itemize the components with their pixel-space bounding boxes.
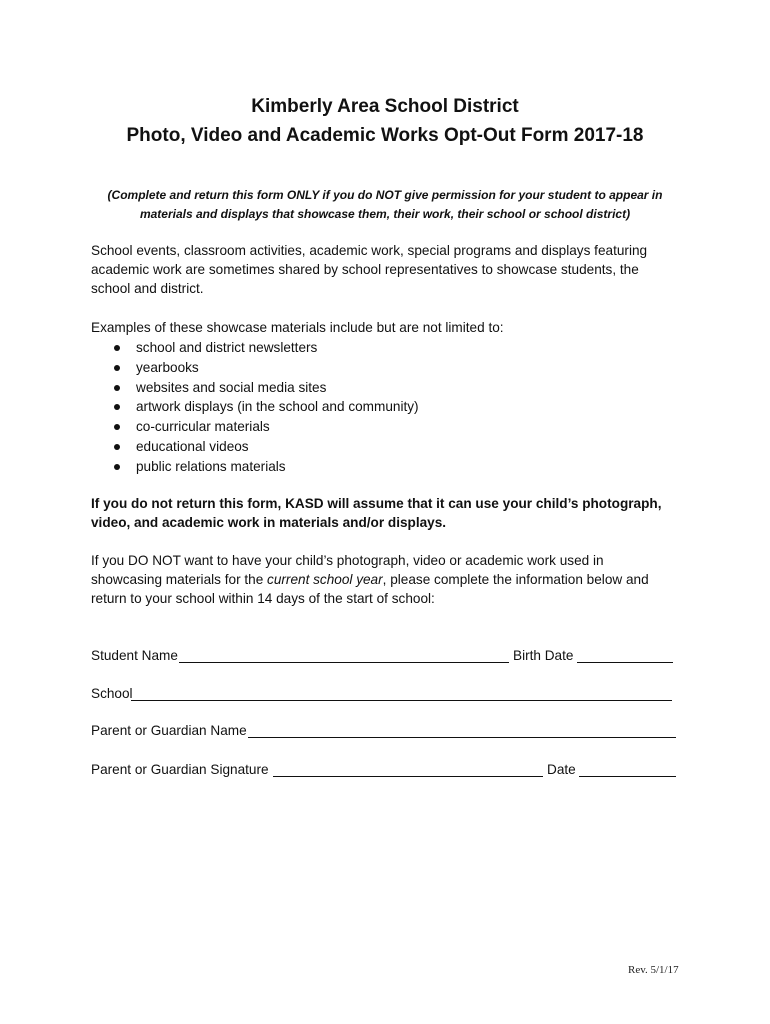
bullet-icon (114, 464, 120, 470)
list-item-text: educational videos (136, 438, 249, 454)
list-item (110, 457, 419, 477)
bullet-icon (114, 365, 120, 371)
notice-paragraph (91, 494, 691, 532)
form-title: Photo, Video and Academic Works Opt-Out Form 2017-18 (126, 125, 644, 146)
intro-paragraph (91, 241, 691, 298)
directions-line-1: If you DO NOT want to have your child’s photograph, video or academic work used in (91, 553, 604, 568)
student-name-row (91, 647, 681, 667)
intro-line-3: school and district. (91, 281, 204, 296)
intro-line-2: academic work are sometimes shared by school representatives to showcase students, the (91, 262, 639, 277)
bullet-icon (114, 385, 120, 391)
current-school-year-emphasis: current school year (267, 572, 383, 587)
notice-line-1: If you do not return this form, KASD will assume that it can use your child’s photograph, (91, 496, 662, 511)
parent-signature-label: Parent or Guardian Signature (91, 762, 269, 777)
list-item (110, 338, 419, 358)
date-label: Date (547, 762, 576, 777)
list-item-text: co-curricular materials (136, 419, 270, 435)
instructions-line-1: (Complete and return this form ONLY if you do NOT give permission for your student to appear in (107, 188, 663, 202)
list-item-text: yearbooks (136, 359, 199, 375)
bullet-icon (114, 404, 120, 410)
directions-line-2 (91, 570, 691, 589)
directions-line-2-start: showcasing materials for the (91, 572, 268, 587)
examples-lead: Examples of these showcase materials include but are not limited to: (91, 320, 504, 335)
list-item-text: artwork displays (in the school and community) (136, 399, 419, 415)
examples-list (110, 338, 419, 477)
list-item-text: school and district newsletters (136, 340, 318, 355)
list-item (110, 378, 419, 398)
parent-name-field[interactable] (248, 722, 676, 738)
list-item-text: websites and social media sites (136, 379, 327, 395)
directions-line-2-end: , please complete the information below and (382, 572, 649, 587)
school-field[interactable] (131, 685, 672, 701)
notice-line-2: video, and academic work in materials and/or displays. (91, 515, 447, 530)
student-name-field[interactable] (179, 647, 509, 663)
birth-date-field[interactable] (577, 647, 673, 663)
list-item (110, 358, 419, 378)
revision-note: Rev. 5/1/17 (628, 964, 679, 976)
parent-signature-field[interactable] (273, 761, 543, 777)
directions-paragraph (91, 551, 691, 608)
student-name-label: Student Name (91, 648, 178, 663)
directions-line-3: return to your school within 14 days of the start of school: (91, 591, 435, 606)
bullet-icon (114, 345, 120, 351)
list-item (110, 397, 419, 417)
school-label: School (91, 686, 133, 701)
bullet-icon (114, 444, 120, 450)
parent-name-label: Parent or Guardian Name (91, 723, 247, 738)
list-item (110, 437, 419, 457)
date-field[interactable] (579, 761, 676, 777)
school-row (91, 685, 681, 705)
birth-date-label: Birth Date (513, 648, 574, 663)
intro-line-1: School events, classroom activities, academic work, special programs and displays featuring (91, 243, 648, 258)
instructions-line-2: materials and displays that showcase them, their work, their school or school district) (139, 207, 631, 221)
district-title: Kimberly Area School District (251, 96, 519, 117)
parent-name-row (91, 722, 681, 742)
bullet-icon (114, 424, 120, 430)
parent-signature-row (91, 761, 681, 781)
list-item (110, 417, 419, 437)
list-item-text: public relations materials (136, 458, 286, 474)
